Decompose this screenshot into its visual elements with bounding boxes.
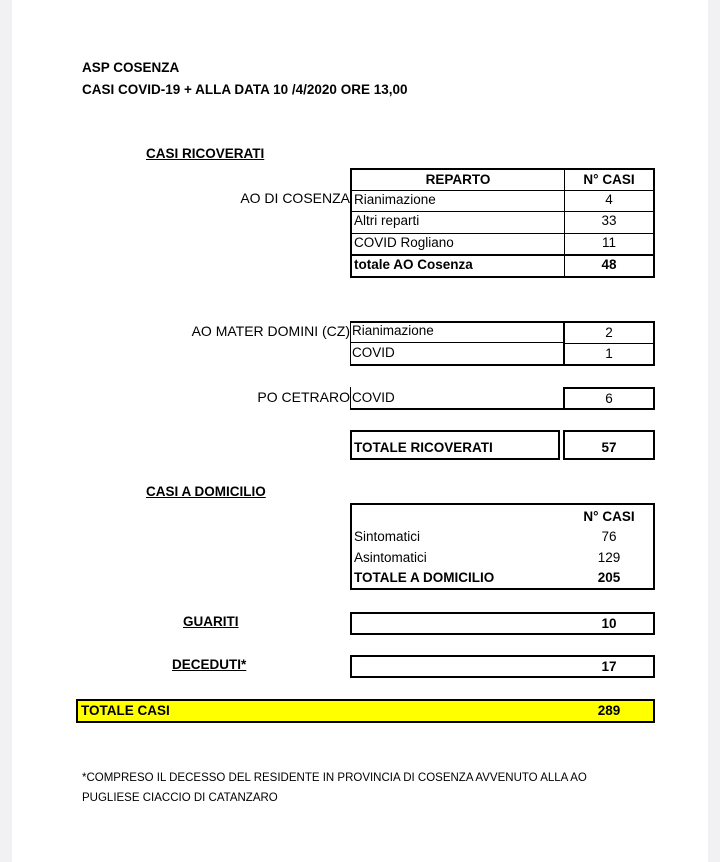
row-value: 76 (601, 529, 617, 544)
guariti-value: 10 (601, 616, 617, 631)
document-page (12, 0, 708, 862)
row-label: Asintomatici (354, 550, 427, 565)
col-header-casi: N° CASI (583, 509, 635, 524)
total-ao-cosenza-label: totale AO Cosenza (354, 257, 473, 272)
totale-casi-row (76, 699, 655, 723)
totale-ricoverati-value: 57 (601, 440, 617, 455)
org-title: ASP COSENZA (82, 60, 180, 75)
totale-casi-value: 289 (597, 703, 621, 718)
report-subtitle: CASI COVID-19 + ALLA DATA 10 /4/2020 ORE 13,00 (82, 82, 408, 97)
row-casi: 1 (605, 346, 613, 361)
totale-ricoverati-value-box (563, 430, 655, 460)
table-domicilio (350, 503, 655, 590)
row-casi: 4 (605, 192, 613, 207)
row-casi: 6 (605, 391, 613, 406)
total-domicilio-label: TOTALE A DOMICILIO (354, 570, 495, 585)
col-header-casi: N° CASI (583, 172, 635, 187)
section-title-ricoverati: CASI RICOVERATI (146, 146, 265, 161)
row-reparto: COVID Rogliano (354, 235, 454, 250)
deceduti-box (350, 655, 655, 678)
total-domicilio-value: 205 (597, 570, 621, 585)
row-reparto: Altri reparti (354, 213, 420, 228)
row-casi: 33 (601, 213, 617, 228)
col-header-reparto: REPARTO (425, 172, 491, 187)
totale-ricoverati-label: TOTALE RICOVERATI (354, 440, 493, 455)
row-casi: 2 (605, 325, 613, 340)
table-ao-mater-casi (563, 321, 655, 366)
label-ao-cosenza: AO DI COSENZA (240, 190, 350, 206)
row-reparto: Rianimazione (354, 192, 436, 207)
row-casi: 11 (601, 235, 616, 250)
guariti-box (350, 612, 655, 635)
totale-ricoverati-label-box (350, 430, 560, 460)
label-deceduti: DECEDUTI* (172, 657, 247, 672)
totale-casi-label: TOTALE CASI (81, 703, 170, 718)
row-reparto: COVID (352, 345, 395, 360)
row-reparto: COVID (352, 390, 395, 405)
label-po-cetraro: PO CETRARO (257, 389, 350, 405)
cell-po-cetraro-casi (563, 387, 655, 410)
table-ao-cosenza (350, 168, 655, 278)
total-ao-cosenza-value: 48 (601, 257, 617, 272)
label-ao-mater: AO MATER DOMINI (CZ) (191, 323, 350, 339)
row-label: Sintomatici (354, 529, 421, 544)
row-value: 129 (597, 550, 621, 565)
section-title-domicilio: CASI A DOMICILIO (146, 484, 266, 499)
footnote-line-2: PUGLIESE CIACCIO DI CATANZARO (82, 792, 278, 804)
label-guariti: GUARITI (183, 614, 239, 629)
footnote-line-1: *COMPRESO IL DECESSO DEL RESIDENTE IN PROVINCIA DI COSENZA AVVENUTO ALLA AO (82, 772, 587, 784)
deceduti-value: 17 (601, 659, 617, 674)
row-reparto: Rianimazione (352, 323, 434, 338)
